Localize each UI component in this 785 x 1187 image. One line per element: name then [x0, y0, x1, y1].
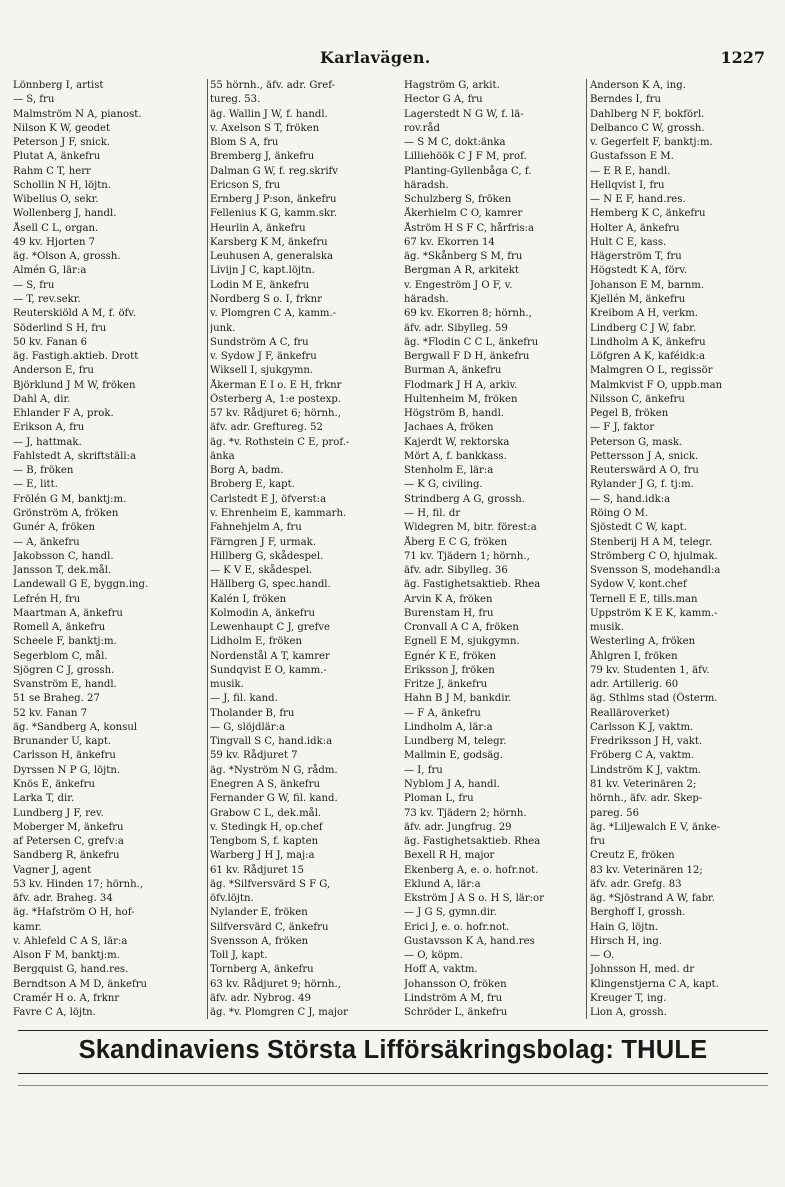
directory-entry: Hägerström T, fru: [590, 251, 682, 263]
directory-entry: — T, rev.sekr.: [13, 293, 81, 305]
directory-entry: Tingvall S C, hand.idk:a: [210, 736, 333, 748]
directory-entry: Eklund A, lär:a: [404, 878, 481, 890]
directory-entry: Ehlander F A, prok.: [13, 408, 114, 420]
directory-columns: [13, 79, 778, 1019]
directory-entry: Lewenhaupt C J, grefve: [210, 622, 331, 634]
directory-entry: Bremberg J, änkefru: [210, 151, 315, 163]
directory-entry: 50 kv. Fanan 6: [13, 336, 88, 348]
directory-entry: Lundberg M, telegr.: [404, 736, 507, 748]
directory-entry: Segerblom C, mål.: [13, 650, 108, 662]
directory-entry: Bergquist G, hand.res.: [13, 964, 129, 976]
directory-entry: öfv.löjtn.: [210, 893, 254, 905]
directory-entry: Grönström A, fröken: [13, 507, 119, 519]
directory-entry: änka: [210, 450, 235, 462]
directory-entry: Malmkvist F O, uppb.man: [590, 379, 723, 391]
directory-entry: rov.råd: [404, 122, 440, 134]
directory-entry: Mört A, f. bankkass.: [404, 450, 507, 462]
directory-entry: Fröberg C A, vaktm.: [590, 750, 695, 762]
directory-entry: Burenstam H, fru: [404, 607, 494, 619]
directory-entry: 71 kv. Tjädern 1; hörnh.,: [404, 550, 530, 562]
directory-entry: Ekström J A S o. H S, lär:or: [404, 893, 544, 905]
directory-entry: 73 kv. Tjädern 2; hörnh.: [404, 807, 527, 819]
directory-entry: Malmström N A, pianost.: [13, 108, 142, 120]
directory-entry: Pettersson J A, snick.: [590, 450, 699, 462]
directory-entry: Planting-Gyllenbåga C, f.: [404, 165, 532, 177]
directory-entry: Ekenberg A, e. o. hofr.not.: [404, 864, 539, 876]
directory-entry: Arvin K A, fröken: [404, 593, 493, 605]
directory-entry: Realläroverket): [590, 707, 670, 719]
directory-entry: 59 kv. Rådjuret 7: [210, 750, 298, 762]
directory-entry: — E R E, handl.: [590, 165, 671, 177]
directory-entry: Hain G, löjtn.: [590, 921, 659, 933]
directory-entry: Sundqvist E O, kamm.-: [210, 664, 327, 676]
directory-entry: musik.: [210, 679, 244, 691]
directory-entry: Hillberg G, skådespel.: [210, 550, 324, 562]
directory-entry: — J, hattmak.: [13, 436, 82, 448]
directory-entry: Lagerstedt N G W, f. lä-: [404, 108, 524, 120]
directory-entry: Dyrssen N P G, löjtn.: [13, 764, 121, 776]
directory-entry: Fernander G W, fil. kand.: [210, 793, 338, 805]
directory-entry: Landewall G E, byggn.ing.: [13, 579, 149, 591]
directory-entry: äg. *Nyström N G, rådm.: [210, 764, 338, 776]
directory-entry: Nylander E, fröken: [210, 907, 308, 919]
directory-entry: Lidholm E, fröken: [210, 636, 302, 648]
directory-entry: Johanson E M, barnm.: [590, 279, 705, 291]
directory-entry: Ploman L, fru: [404, 793, 474, 805]
directory-entry: Lefrén H, fru: [13, 593, 81, 605]
directory-entry: 51 se Braheg. 27: [13, 693, 100, 705]
directory-entry: Borg A, badm.: [210, 465, 284, 477]
directory-entry: Åsell C L, organ.: [13, 222, 99, 234]
directory-entry: Carlstedt E J, öfverst:a: [210, 493, 327, 505]
directory-entry: Färngren J F, urmak.: [210, 536, 316, 548]
advertisement-banner: [18, 1030, 768, 1074]
directory-entry: Wibelius O, sekr.: [13, 194, 99, 206]
directory-entry: Alson F M, banktj:m.: [13, 950, 120, 962]
directory-entry: Fahnehjelm A, fru: [210, 522, 302, 534]
directory-entry: Blom S A, fru: [210, 137, 279, 149]
directory-entry: Maartman A, änkefru: [13, 607, 123, 619]
directory-entry: — O.: [590, 950, 615, 962]
directory-entry: Nordberg S o. I, frknr: [210, 293, 322, 305]
directory-entry: kamr.: [13, 921, 42, 933]
directory-entry: Nyblom J A, handl.: [404, 779, 500, 791]
directory-entry: Lindström K J, vaktm.: [590, 764, 702, 776]
directory-entry: v. Plomgren C A, kamm.-: [210, 308, 337, 320]
directory-entry: Bergman A R, arkitekt: [404, 265, 519, 277]
directory-entry: Creutz E, fröken: [590, 850, 675, 862]
directory-entry: Hirsch H, ing.: [590, 935, 663, 947]
directory-entry: — K V E, skådespel.: [210, 565, 313, 577]
directory-entry: Nilson K W, geodet: [13, 122, 111, 134]
directory-entry: häradsh.: [404, 179, 449, 191]
directory-entry: Hellqvist I, fru: [590, 179, 665, 191]
advertisement-text: Skandinaviens Största Lifförsäkringsbolag: THULE: [78, 1036, 708, 1064]
directory-entry: Ernberg J P:son, änkefru: [210, 194, 337, 206]
directory-entry: Åström H S F C, hårfris:a: [404, 222, 535, 234]
directory-entry: Ternell E E, tills.man: [590, 593, 698, 605]
directory-entry: — S M C, dokt:änka: [404, 137, 506, 149]
directory-entry: Lönnberg I, artist: [13, 80, 104, 91]
directory-entry: Plutat A, änkefru: [13, 151, 101, 163]
directory-entry: Hultenheim M, fröken: [404, 393, 518, 405]
directory-entry: Favre C A, löjtn.: [13, 1007, 96, 1019]
directory-entry: Johansson O, fröken: [404, 978, 507, 990]
directory-entry: Strindberg A G, grossh.: [404, 493, 525, 505]
directory-entry: Dalman G W, f. reg.skrifv: [210, 165, 338, 177]
directory-entry: 52 kv. Fanan 7: [13, 707, 88, 719]
directory-entry: Fellenius K G, kamm.skr.: [210, 208, 338, 220]
directory-entry: 53 kv. Hinden 17; hörnh.,: [13, 878, 144, 890]
directory-entry: Gunér A, fröken: [13, 522, 96, 534]
directory-entry: äg. *Hafström O H, hof-: [13, 907, 135, 919]
directory-entry: Livijn J C, kapt.löjtn.: [210, 265, 315, 277]
directory-entry: Anderson K A, ing.: [590, 80, 686, 91]
directory-entry: Schröder L, änkefru: [404, 1007, 508, 1019]
directory-entry: 63 kv. Rådjuret 9; hörnh.,: [210, 978, 341, 990]
directory-entry: Fritze J, änkefru: [404, 679, 488, 691]
directory-entry: v. Gegerfelt F, banktj:m.: [590, 137, 713, 149]
directory-entry: Kreibom A H, verkm.: [590, 308, 699, 320]
directory-entry: Mallmin E, godsäg.: [404, 750, 503, 762]
directory-entry: Rylander J G, f. tj:m.: [590, 479, 694, 491]
directory-entry: Nilsson C, änkefru: [590, 393, 685, 405]
directory-entry: Silfversvärd C, änkefru: [210, 921, 329, 933]
directory-entry: Leuhusen A, generalska: [210, 251, 334, 263]
directory-entry: Berndes I, fru: [590, 94, 662, 106]
directory-entry: Sjögren C J, grossh.: [13, 664, 115, 676]
directory-entry: 55 hörnh., äfv. adr. Gref-: [210, 80, 336, 91]
directory-entry: Knös E, änkefru: [13, 779, 95, 791]
directory-entry: Enegren A S, änkefru: [210, 779, 320, 791]
directory-entry: Österberg A, 1:e postexp.: [210, 393, 342, 405]
directory-entry: Carlsson K J, vaktm.: [590, 721, 694, 733]
directory-entry: Bergwall F D H, änkefru: [404, 351, 530, 363]
page-number: 1227: [720, 48, 765, 67]
directory-entry: Stenberij H A M, telegr.: [590, 536, 713, 548]
page-header: [0, 48, 785, 70]
directory-entry: — N E F, hand.res.: [590, 194, 686, 206]
directory-entry: 83 kv. Veterinären 12;: [590, 864, 703, 876]
directory-entry: Jachaes A, fröken: [404, 422, 494, 434]
directory-entry: fru: [590, 836, 606, 848]
directory-entry: Hällberg G, spec.handl.: [210, 579, 331, 591]
directory-entry: Grabow C L, dek.mål.: [210, 807, 322, 819]
directory-entry: Dahl A, dir.: [13, 393, 71, 405]
directory-entry: tureg. 53.: [210, 94, 261, 106]
directory-entry: Broberg E, kapt.: [210, 479, 295, 491]
directory-entry: Berndtson A M D, änkefru: [13, 978, 148, 990]
directory-entry: Peterson G, mask.: [590, 436, 683, 448]
directory-entry: Hoff A, vaktm.: [404, 964, 478, 976]
directory-entry: äg. *Skånberg S M, fru: [404, 251, 523, 263]
directory-entry: Cronvall A C A, fröken: [404, 622, 519, 634]
directory-entry: Åkerman E I o. E H, frknr: [210, 379, 342, 391]
directory-entry: v. Engeström J O F, v.: [404, 279, 513, 291]
directory-entry: äg. *v. Rothstein C E, prof.-: [210, 436, 350, 448]
directory-entry: Jansson T, dek.mål.: [13, 565, 112, 577]
directory-entry: Erikson A, fru: [13, 422, 85, 434]
directory-entry: 67 kv. Ekorren 14: [404, 236, 495, 248]
directory-entry: Stenholm E, lär:a: [404, 465, 494, 477]
directory-entry: 57 kv. Rådjuret 6; hörnh.,: [210, 408, 341, 420]
directory-entry: äfv. adr. Sibylleg. 59: [404, 322, 508, 334]
directory-entry: Sundström A C, fru: [210, 336, 309, 348]
directory-entry: Svensson A, fröken: [210, 935, 309, 947]
directory-entry: Tengbom S, f. kapten: [210, 836, 319, 848]
directory-entry: äfv. adr. Nybrog. 49: [210, 993, 311, 1004]
directory-entry: Klingenstjerna C A, kapt.: [590, 978, 719, 990]
directory-entry: Hagström G, arkit.: [404, 80, 500, 91]
directory-entry: äg. *Silfversvärd S F G,: [210, 878, 331, 890]
directory-entry: Holter A, änkefru: [590, 222, 680, 234]
directory-entry: Åhlgren I, fröken: [590, 650, 678, 662]
directory-entry: Larka T, dir.: [13, 793, 75, 805]
directory-entry: Högstedt K A, förv.: [590, 265, 688, 277]
directory-entry: äfv. adr. Grefg. 83: [590, 878, 682, 890]
directory-entry: Hult C E, kass.: [590, 236, 667, 248]
column-2: [207, 79, 402, 1019]
directory-entry: äg. Sthlms stad (Österm.: [590, 693, 718, 705]
directory-entry: äg. *Olson A, grossh.: [13, 251, 121, 263]
directory-entry: Lion A, grossh.: [590, 1007, 667, 1019]
directory-entry: Ericson S, fru: [210, 179, 281, 191]
directory-entry: — S, fru: [13, 94, 55, 106]
directory-entry: Toll J, kapt.: [210, 950, 268, 962]
directory-entry: Reuterskiöld A M, f. öfv.: [13, 308, 136, 320]
directory-entry: äg. *Sjöstrand A W, fabr.: [590, 893, 715, 905]
directory-entry: Lodin M E, änkefru: [210, 279, 310, 291]
column-4: [586, 79, 780, 1019]
directory-entry: v. Stedingk H, op.chef: [210, 821, 323, 833]
directory-entry: äg. Fastighetsaktieb. Rhea: [404, 836, 541, 848]
directory-entry: Björklund J M W, fröken: [13, 379, 136, 391]
directory-entry: Romell A, änkefru: [13, 622, 106, 634]
directory-entry: Åberg E C G, fröken: [404, 536, 508, 548]
directory-entry: Löfgren A K, kaféidk:a: [590, 351, 706, 363]
directory-entry: v. Ahlefeld C A S, lär:a: [13, 935, 128, 947]
directory-entry: Egnell E M, sjukgymn.: [404, 636, 520, 648]
directory-entry: Gustavsson K A, hand.res: [404, 935, 535, 947]
directory-entry: Strömberg C O, hjulmak.: [590, 550, 718, 562]
directory-entry: äg. Wallin J W, f. handl.: [210, 108, 328, 120]
directory-entry: Almén G, lär:a: [13, 265, 87, 277]
directory-entry: 79 kv. Studenten 1, äfv.: [590, 664, 710, 676]
directory-entry: äg. Fastigh.aktieb. Drott: [13, 351, 139, 363]
directory-entry: häradsh.: [404, 293, 449, 305]
directory-entry: äg. Fastighetsaktieb. Rhea: [404, 579, 541, 591]
directory-entry: Söderlind S H, fru: [13, 322, 107, 334]
directory-entry: Moberger M, änkefru: [13, 821, 124, 833]
directory-entry: Wollenberg J, handl.: [13, 208, 117, 220]
directory-entry: — O, köpm.: [404, 950, 463, 962]
directory-entry: Röing O M.: [590, 507, 649, 519]
directory-entry: Lundberg J F, rev.: [13, 807, 104, 819]
directory-entry: — F J, faktor: [590, 422, 655, 434]
column-1: [13, 79, 209, 1019]
directory-entry: äfv. adr. Greftureg. 52: [210, 422, 323, 434]
directory-entry: Sjöstedt C W, kapt.: [590, 522, 687, 534]
directory-entry: Nordenstål A T, kamrer: [210, 650, 330, 662]
directory-entry: 49 kv. Hjorten 7: [13, 236, 96, 248]
directory-entry: Uppström K E K, kamm.-: [590, 607, 718, 619]
directory-entry: Kreuger T, ing.: [590, 993, 667, 1004]
directory-entry: 69 kv. Ekorren 8; hörnh.,: [404, 308, 532, 320]
directory-entry: äfv. adr. Braheg. 34: [13, 893, 113, 905]
directory-entry: Lindström A M, fru: [404, 993, 503, 1004]
directory-entry: Reuterswärd A O, fru: [590, 465, 699, 477]
directory-entry: Berghoff I, grossh.: [590, 907, 686, 919]
directory-entry: Jakobsson C, handl.: [13, 550, 114, 562]
directory-entry: pareg. 56: [590, 807, 640, 819]
directory-entry: äg. *Liljewalch E V, änke-: [590, 821, 720, 833]
directory-entry: Fredriksson J H, vakt.: [590, 736, 703, 748]
column-3: [404, 79, 586, 1019]
directory-entry: — B, fröken: [13, 465, 74, 477]
directory-entry: Rahm C T, herr: [13, 165, 91, 177]
directory-entry: 61 kv. Rådjuret 15: [210, 864, 304, 876]
directory-entry: Brunander U, kapt.: [13, 736, 112, 748]
directory-entry: — J G S, gymn.dir.: [404, 907, 497, 919]
directory-entry: v. Axelson S T, fröken: [210, 122, 320, 134]
directory-entry: Widegren M, bitr. förest:a: [404, 522, 537, 534]
directory-entry: hörnh., äfv. adr. Skep-: [590, 793, 703, 805]
directory-entry: Malmgren O L, regissör: [590, 365, 713, 377]
directory-entry: — F A, änkefru: [404, 707, 481, 719]
directory-entry: Tholander B, fru: [210, 707, 295, 719]
directory-entry: Tornberg A, änkefru: [210, 964, 314, 976]
directory-entry: — I, fru: [404, 764, 443, 776]
directory-entry: Hemberg K C, änkefru: [590, 208, 706, 220]
directory-entry: Gustafsson E M.: [590, 151, 674, 163]
directory-entry: Fahlstedt A, skriftställ:a: [13, 450, 136, 462]
directory-entry: Sandberg R, änkefru: [13, 850, 120, 862]
directory-entry: Flodmark J H A, arkiv.: [404, 379, 518, 391]
directory-entry: Högström B, handl.: [404, 408, 505, 420]
directory-entry: äg. *Flodin C C L, änkefru: [404, 336, 539, 348]
directory-entry: — S, fru: [13, 279, 55, 291]
directory-entry: — E, litt.: [13, 479, 58, 491]
directory-entry: — K G, civiling.: [404, 479, 483, 491]
directory-entry: äfv. adr. Jungfrug. 29: [404, 821, 512, 833]
directory-entry: Burman A, änkefru: [404, 365, 502, 377]
directory-entry: junk.: [210, 322, 236, 334]
directory-entry: Delbanco C W, grossh.: [590, 122, 705, 134]
directory-entry: Svanström E, handl.: [13, 679, 117, 691]
page-title: Karlavägen.: [320, 48, 431, 67]
directory-entry: Warberg J H J, maj:a: [210, 850, 315, 862]
directory-entry: Sydow V, kont.chef: [590, 579, 687, 591]
directory-entry: Erici J, e. o. hofr.not.: [404, 921, 510, 933]
footer-rule: [18, 1085, 768, 1088]
directory-entry: Lindholm A K, änkefru: [590, 336, 706, 348]
directory-entry: Carlsson H, änkefru: [13, 750, 116, 762]
directory-entry: Kjellén M, änkefru: [590, 293, 686, 305]
directory-entry: Kalén I, fröken: [210, 593, 287, 605]
directory-entry: Cramér H o. A, frknr: [13, 993, 120, 1004]
directory-entry: Schulzberg S, fröken: [404, 194, 512, 206]
directory-entry: Åkerhielm C O, kamrer: [404, 208, 523, 220]
directory-entry: Lindberg C J W, fabr.: [590, 322, 697, 334]
directory-entry: Vagner J, agent: [13, 864, 92, 876]
directory-entry: Karsberg K M, änkefru: [210, 236, 328, 248]
directory-entry: af Petersen C, grefv:a: [13, 836, 124, 848]
directory-entry: — J, fil. kand.: [210, 693, 278, 705]
directory-entry: adr. Artillerig. 60: [590, 679, 679, 691]
directory-entry: Kolmodin A, änkefru: [210, 607, 315, 619]
directory-entry: Heurlin A, änkefru: [210, 222, 306, 234]
directory-entry: 81 kv. Veterinären 2;: [590, 779, 697, 791]
directory-entry: Hector G A, fru: [404, 94, 483, 106]
directory-entry: musik.: [590, 622, 624, 634]
directory-entry: Frölén G M, banktj:m.: [13, 493, 127, 505]
directory-entry: Scheele F, banktj:m.: [13, 636, 117, 648]
directory-entry: äg. *Sandberg A, konsul: [13, 721, 138, 733]
directory-entry: Kajerdt W, rektorska: [404, 436, 510, 448]
directory-entry: Westerling A, fröken: [590, 636, 696, 648]
directory-entry: Egnér K E, fröken: [404, 650, 497, 662]
directory-entry: Wiksell I, sjukgymn.: [210, 365, 314, 377]
directory-entry: Lilliehöök C J F M, prof.: [404, 151, 527, 163]
directory-entry: Johnsson H, med. dr: [590, 964, 695, 976]
directory-entry: Anderson E, fru: [13, 365, 94, 377]
directory-entry: Peterson J F, snick.: [13, 137, 111, 149]
directory-entry: Dahlberg N F, bokförl.: [590, 108, 705, 120]
directory-entry: äg. *v. Plomgren C J, major: [210, 1007, 348, 1019]
directory-entry: Eriksson J, fröken: [404, 664, 495, 676]
directory-entry: — H, fil. dr: [404, 507, 461, 519]
directory-entry: — G, slöjdlär:a: [210, 721, 285, 733]
directory-entry: — S, hand.idk:a: [590, 493, 671, 505]
directory-entry: äfv. adr. Sibylleg. 36: [404, 565, 508, 577]
directory-entry: Bexell R H, major: [404, 850, 495, 862]
directory-entry: Pegel B, fröken: [590, 408, 669, 420]
directory-entry: Lindholm A, lär:a: [404, 721, 493, 733]
directory-entry: v. Ehrenheim E, kammarh.: [210, 507, 347, 519]
directory-entry: Hahn B J M, bankdir.: [404, 693, 512, 705]
directory-entry: Svensson S, modehandl:a: [590, 565, 721, 577]
directory-entry: Schollin N H, löjtn.: [13, 179, 112, 191]
directory-entry: v. Sydow J F, änkefru: [210, 351, 317, 363]
directory-entry: — A, änkefru: [13, 536, 80, 548]
